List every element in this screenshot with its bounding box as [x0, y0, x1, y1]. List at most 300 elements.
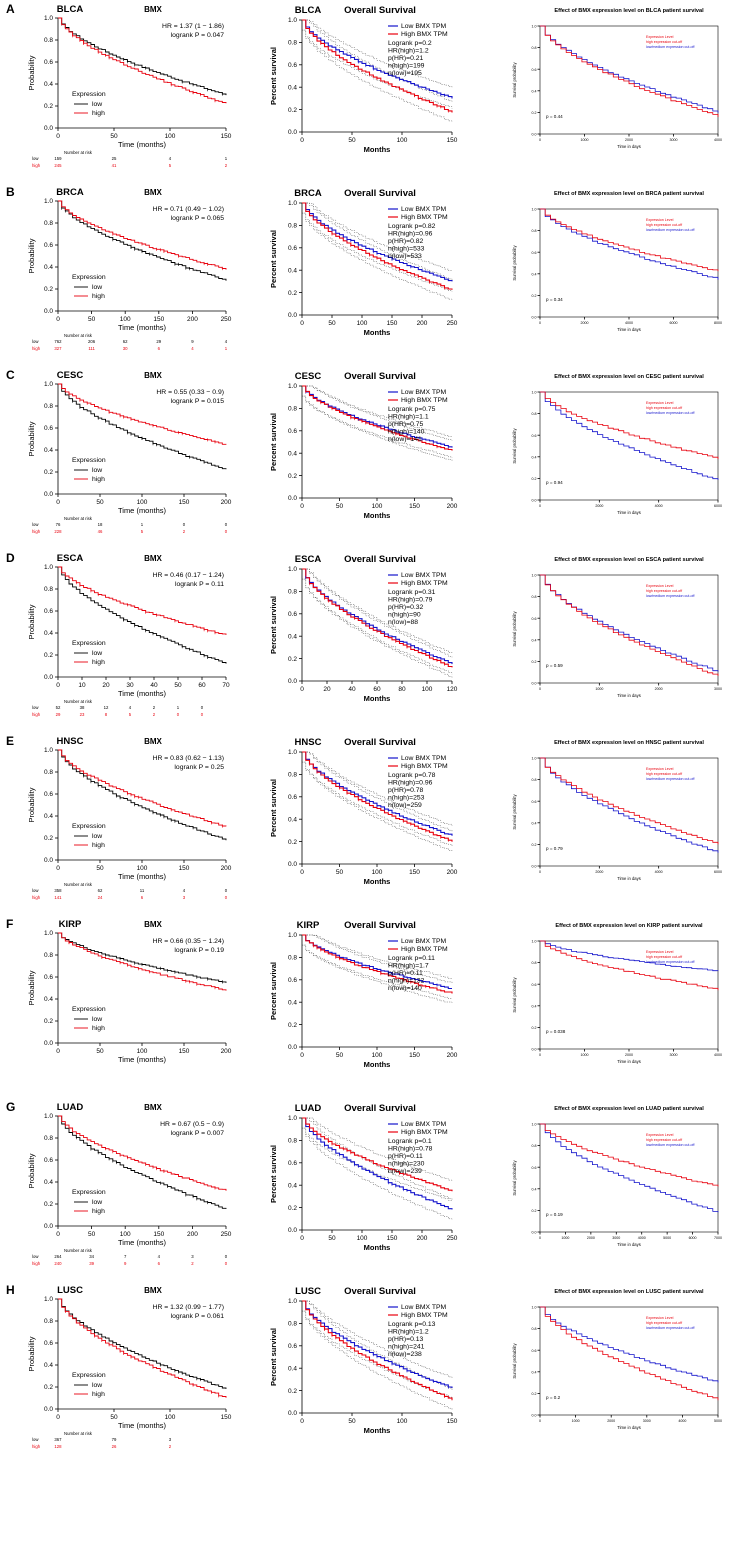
km-plotter-chart-blca: [24, 0, 254, 183]
svg-text:1.0: 1.0: [531, 1122, 537, 1127]
svg-text:Expression: Expression: [72, 91, 106, 98]
svg-text:100: 100: [136, 1048, 148, 1055]
svg-text:Survival probability: Survival probability: [512, 977, 517, 1013]
hpa-chart-lusc: [500, 1281, 745, 1464]
svg-text:20: 20: [102, 682, 110, 689]
svg-text:0.8: 0.8: [287, 1320, 297, 1328]
svg-text:1.0: 1.0: [531, 1305, 537, 1310]
gene-label: BMX: [144, 554, 162, 563]
svg-text:low/medium expression cut-off: low/medium expression cut-off: [646, 777, 695, 781]
svg-text:0.2: 0.2: [43, 469, 53, 477]
svg-text:2000: 2000: [595, 504, 604, 508]
svg-text:Probability: Probability: [27, 55, 36, 91]
svg-text:Time in days: Time in days: [617, 693, 641, 698]
svg-text:4: 4: [128, 705, 132, 710]
svg-text:0.6: 0.6: [531, 433, 537, 438]
svg-text:0.4: 0.4: [531, 638, 537, 643]
svg-text:0.2: 0.2: [43, 1201, 53, 1209]
svg-text:100: 100: [119, 1231, 131, 1238]
svg-text:high: high: [32, 346, 41, 351]
svg-text:0.0: 0.0: [287, 1044, 297, 1052]
svg-text:0: 0: [224, 1254, 228, 1259]
svg-text:0.4: 0.4: [43, 264, 53, 272]
svg-text:250: 250: [220, 1231, 232, 1238]
svg-text:Expression: Expression: [72, 457, 106, 464]
svg-text:0.6: 0.6: [287, 62, 297, 69]
gene-label: BMX: [144, 1286, 162, 1295]
svg-text:Effect of BMX expression level: Effect of BMX expression level on LUSC patient survival: [554, 1289, 704, 1295]
svg-text:0.6: 0.6: [43, 425, 53, 433]
svg-text:high: high: [92, 842, 105, 849]
svg-text:1.0: 1.0: [531, 573, 537, 578]
km-title: CESC: [56, 370, 84, 381]
svg-text:high expression cut-off: high expression cut-off: [646, 223, 683, 227]
panel-letter: D: [6, 551, 15, 565]
svg-text:Months: Months: [363, 1243, 391, 1252]
svg-text:Expression: Expression: [72, 640, 106, 647]
svg-text:high expression cut-off: high expression cut-off: [646, 40, 683, 44]
svg-text:0.2: 0.2: [531, 1392, 537, 1396]
svg-text:0: 0: [300, 869, 304, 876]
svg-text:Expression: Expression: [72, 823, 106, 830]
panel-kirp: [0, 915, 750, 1098]
svg-text:0: 0: [224, 1261, 228, 1266]
svg-text:high: high: [92, 659, 105, 666]
svg-text:high: high: [92, 1025, 105, 1032]
svg-text:Number at risk: Number at risk: [64, 333, 92, 338]
panel-blca: [0, 0, 750, 183]
svg-text:0.6: 0.6: [531, 1348, 537, 1353]
svg-text:762: 762: [54, 339, 62, 344]
svg-text:0.2: 0.2: [531, 1209, 537, 1213]
svg-text:0.6: 0.6: [287, 245, 297, 252]
svg-text:HR(high)=0.79: HR(high)=0.79: [388, 596, 433, 604]
svg-text:4000: 4000: [654, 870, 663, 874]
svg-text:9: 9: [191, 339, 194, 344]
hr-text: HR = 1.37 (1 − 1.86): [162, 23, 224, 30]
svg-text:4000: 4000: [625, 321, 633, 325]
svg-text:0.4: 0.4: [531, 1004, 537, 1009]
svg-text:3000: 3000: [714, 687, 722, 691]
svg-text:0.0: 0.0: [531, 681, 537, 686]
svg-text:0.0: 0.0: [287, 678, 297, 686]
svg-text:0.4: 0.4: [531, 455, 537, 460]
svg-text:0.4: 0.4: [531, 89, 537, 94]
svg-text:Low BMX TPM: Low BMX TPM: [401, 389, 447, 396]
svg-text:358: 358: [54, 888, 62, 893]
svg-text:0.0: 0.0: [531, 315, 537, 320]
logrank-text: logrank P = 0.007: [170, 1130, 224, 1137]
svg-text:0.4: 0.4: [531, 821, 537, 826]
svg-text:0: 0: [300, 686, 304, 693]
svg-text:Months: Months: [363, 145, 391, 154]
svg-text:low: low: [32, 522, 39, 527]
svg-text:0.6: 0.6: [287, 794, 297, 801]
svg-text:0.8: 0.8: [531, 46, 537, 51]
svg-text:3000: 3000: [642, 1419, 651, 1423]
svg-text:100: 100: [136, 865, 148, 872]
svg-text:high expression cut-off: high expression cut-off: [646, 1321, 683, 1325]
svg-text:0.2: 0.2: [531, 843, 537, 847]
gene-label: BMX: [144, 920, 162, 929]
svg-text:high: high: [32, 529, 41, 534]
svg-text:0.2: 0.2: [531, 111, 537, 115]
svg-text:n(low)=259: n(low)=259: [388, 802, 422, 809]
svg-text:0.2: 0.2: [287, 1021, 297, 1029]
svg-text:50: 50: [348, 137, 356, 144]
svg-text:Number at risk: Number at risk: [64, 882, 92, 887]
gene-label: BMX: [144, 5, 162, 14]
svg-text:Time (months): Time (months): [117, 506, 167, 515]
svg-text:30: 30: [122, 346, 128, 351]
svg-text:0.8: 0.8: [531, 229, 537, 234]
svg-text:40: 40: [348, 686, 356, 693]
panel-esca: [0, 549, 750, 732]
svg-text:p(HR)=0.32: p(HR)=0.32: [388, 604, 424, 611]
panel-hnsc: [0, 732, 750, 915]
svg-text:100: 100: [396, 1418, 408, 1425]
svg-text:4000: 4000: [637, 1236, 646, 1240]
svg-text:3000: 3000: [612, 1236, 621, 1240]
svg-text:200: 200: [446, 1052, 458, 1059]
km-title: BRCA: [56, 187, 84, 198]
svg-text:0.8: 0.8: [43, 220, 53, 228]
svg-text:7000: 7000: [714, 1236, 722, 1240]
svg-text:100: 100: [356, 1235, 368, 1242]
hpa-chart-luad: [500, 1098, 745, 1281]
svg-text:100: 100: [164, 133, 176, 140]
hpa-chart-cesc: [500, 366, 745, 549]
svg-text:5: 5: [140, 529, 144, 534]
svg-text:Low BMX TPM: Low BMX TPM: [401, 1304, 447, 1311]
svg-text:1.0: 1.0: [43, 747, 53, 755]
km-plotter-chart-hnsc: [24, 732, 254, 915]
svg-text:100: 100: [371, 503, 383, 510]
svg-text:ESCA: ESCA: [294, 554, 322, 565]
hpa-chart-hnsc: [500, 732, 745, 915]
svg-text:120: 120: [446, 686, 458, 693]
svg-text:Overall Survival: Overall Survival: [344, 188, 416, 199]
svg-text:0.0: 0.0: [531, 132, 537, 137]
svg-text:low: low: [92, 1199, 103, 1206]
svg-text:1000: 1000: [561, 1236, 570, 1240]
svg-text:high expression cut-off: high expression cut-off: [646, 955, 683, 959]
svg-text:100: 100: [396, 137, 408, 144]
svg-text:50: 50: [328, 1235, 336, 1242]
svg-text:Expression: Expression: [72, 1189, 106, 1196]
svg-text:18: 18: [97, 522, 103, 527]
svg-text:1.0: 1.0: [43, 930, 53, 938]
svg-text:Probability: Probability: [27, 1336, 36, 1372]
svg-text:high expression cut-off: high expression cut-off: [646, 589, 683, 593]
svg-text:0.6: 0.6: [531, 1165, 537, 1170]
svg-text:60: 60: [373, 686, 381, 693]
svg-text:0.4: 0.4: [287, 999, 297, 1007]
svg-text:2000: 2000: [654, 687, 663, 691]
svg-text:2: 2: [182, 529, 186, 534]
svg-text:200: 200: [446, 869, 458, 876]
svg-text:0.8: 0.8: [287, 588, 297, 596]
svg-text:Low BMX TPM: Low BMX TPM: [401, 1121, 447, 1128]
svg-text:low: low: [92, 467, 103, 474]
svg-text:0.4: 0.4: [43, 81, 53, 89]
svg-text:Percent survival: Percent survival: [269, 230, 278, 288]
svg-text:200: 200: [416, 1235, 428, 1242]
svg-text:0.0: 0.0: [43, 857, 53, 865]
svg-text:high: high: [92, 110, 105, 117]
svg-text:BLCA: BLCA: [294, 5, 322, 16]
svg-text:0: 0: [300, 1418, 304, 1425]
logrank-text: logrank P = 0.061: [170, 1313, 224, 1320]
svg-text:0: 0: [300, 1235, 304, 1242]
svg-text:159: 159: [54, 156, 62, 161]
svg-text:low/medium expression cut-off: low/medium expression cut-off: [646, 594, 695, 598]
svg-text:Overall Survival: Overall Survival: [344, 371, 416, 382]
svg-text:1: 1: [224, 156, 228, 161]
svg-text:3: 3: [168, 1437, 172, 1442]
svg-text:150: 150: [153, 1231, 165, 1238]
svg-text:Low BMX TPM: Low BMX TPM: [401, 23, 447, 30]
svg-text:n(high)=140: n(high)=140: [388, 428, 425, 436]
svg-text:6000: 6000: [688, 1236, 697, 1240]
svg-text:Survival probability: Survival probability: [512, 1160, 517, 1196]
svg-text:Expression: Expression: [72, 1006, 106, 1013]
svg-text:60: 60: [198, 682, 206, 689]
svg-text:52: 52: [55, 705, 61, 710]
svg-text:High BMX TPM: High BMX TPM: [401, 763, 448, 770]
svg-text:0.0: 0.0: [43, 125, 53, 133]
svg-text:150: 150: [220, 133, 232, 140]
svg-text:Months: Months: [363, 1060, 391, 1069]
svg-text:0.0: 0.0: [43, 491, 53, 499]
svg-text:0.8: 0.8: [531, 961, 537, 966]
svg-text:34: 34: [89, 1254, 94, 1259]
svg-text:29: 29: [55, 712, 61, 717]
svg-text:n(high)=241: n(high)=241: [388, 1343, 425, 1351]
svg-text:0.8: 0.8: [531, 1144, 537, 1149]
svg-text:Time (months): Time (months): [117, 1055, 167, 1064]
svg-text:10: 10: [78, 682, 86, 689]
svg-text:141: 141: [54, 895, 62, 900]
svg-text:Percent survival: Percent survival: [269, 413, 278, 471]
svg-text:0.2: 0.2: [43, 835, 53, 843]
svg-text:HR(high)=0.78: HR(high)=0.78: [388, 1145, 433, 1153]
svg-text:0: 0: [56, 1231, 60, 1238]
svg-text:high: high: [92, 476, 105, 483]
svg-text:0: 0: [539, 870, 541, 874]
svg-text:0.2: 0.2: [287, 655, 297, 663]
svg-text:50: 50: [174, 682, 182, 689]
svg-text:9: 9: [124, 1261, 127, 1266]
svg-text:1.0: 1.0: [287, 17, 297, 25]
panel-lusc: [0, 1281, 750, 1464]
svg-text:Probability: Probability: [27, 238, 36, 274]
svg-text:2000: 2000: [625, 1053, 633, 1057]
svg-text:Number at risk: Number at risk: [64, 150, 92, 155]
svg-text:HR(high)=0.96: HR(high)=0.96: [388, 230, 433, 238]
svg-text:3: 3: [182, 895, 186, 900]
svg-text:0.4: 0.4: [287, 1365, 297, 1373]
svg-text:0: 0: [56, 133, 60, 140]
svg-text:low/medium expression cut-off: low/medium expression cut-off: [646, 960, 695, 964]
svg-text:1.0: 1.0: [43, 1113, 53, 1121]
svg-text:228: 228: [54, 529, 62, 534]
svg-text:High BMX TPM: High BMX TPM: [401, 1129, 448, 1136]
svg-text:HNSC: HNSC: [294, 737, 322, 748]
svg-text:50: 50: [87, 316, 96, 323]
svg-text:0.0: 0.0: [531, 1413, 537, 1418]
svg-text:KIRP: KIRP: [296, 920, 320, 931]
svg-text:39: 39: [89, 1261, 94, 1266]
svg-text:100: 100: [119, 316, 131, 323]
svg-text:0: 0: [56, 316, 60, 323]
svg-text:150: 150: [178, 865, 190, 872]
svg-text:11: 11: [139, 888, 145, 893]
svg-text:Probability: Probability: [27, 1153, 36, 1189]
svg-text:0.0: 0.0: [287, 861, 297, 869]
svg-text:0.4: 0.4: [43, 813, 53, 821]
svg-text:250: 250: [446, 320, 458, 327]
svg-text:0: 0: [539, 138, 541, 142]
svg-text:Logrank p=0.1: Logrank p=0.1: [388, 1138, 432, 1145]
svg-text:Logrank p=0.78: Logrank p=0.78: [388, 772, 436, 779]
svg-text:62: 62: [97, 888, 103, 893]
svg-text:Overall Survival: Overall Survival: [344, 5, 416, 16]
logrank-text: logrank P = 0.19: [174, 947, 224, 954]
svg-text:high expression cut-off: high expression cut-off: [646, 772, 683, 776]
svg-text:111: 111: [88, 346, 95, 351]
svg-text:Time in days: Time in days: [617, 1425, 641, 1430]
svg-text:high: high: [32, 163, 41, 168]
svg-text:150: 150: [178, 499, 190, 506]
svg-text:1.0: 1.0: [531, 756, 537, 761]
svg-text:HR(high)=1.7: HR(high)=1.7: [388, 962, 429, 970]
km-plotter-chart-esca: [24, 549, 254, 732]
svg-text:High BMX TPM: High BMX TPM: [401, 397, 448, 404]
svg-text:1.0: 1.0: [287, 749, 297, 757]
svg-text:150: 150: [446, 137, 458, 144]
svg-text:high expression cut-off: high expression cut-off: [646, 406, 683, 410]
svg-text:0: 0: [539, 687, 541, 691]
svg-text:Survival probability: Survival probability: [512, 428, 517, 464]
svg-text:0.8: 0.8: [287, 954, 297, 962]
svg-text:n(low)=239: n(low)=239: [388, 1168, 422, 1175]
svg-text:0.0: 0.0: [43, 674, 53, 682]
svg-text:0.6: 0.6: [43, 1340, 53, 1348]
svg-text:0: 0: [224, 895, 228, 900]
svg-text:100: 100: [356, 320, 368, 327]
svg-text:Expression Level: Expression Level: [646, 401, 674, 405]
svg-text:Expression Level: Expression Level: [646, 35, 674, 39]
svg-text:p = 0.44: p = 0.44: [546, 114, 563, 119]
svg-text:Logrank p=0.2: Logrank p=0.2: [388, 40, 432, 47]
svg-text:0.4: 0.4: [287, 84, 297, 92]
svg-text:12: 12: [103, 705, 109, 710]
svg-text:0: 0: [539, 321, 541, 325]
svg-text:n(high)=199: n(high)=199: [388, 62, 425, 70]
svg-text:0.2: 0.2: [531, 477, 537, 481]
svg-text:1000: 1000: [580, 138, 589, 142]
svg-text:1: 1: [140, 522, 144, 527]
km-plotter-chart-brca: [24, 183, 254, 366]
svg-text:Low BMX TPM: Low BMX TPM: [401, 572, 447, 579]
svg-text:2: 2: [168, 1444, 172, 1449]
svg-text:1.0: 1.0: [531, 939, 537, 944]
svg-text:0.6: 0.6: [531, 250, 537, 255]
svg-text:6: 6: [140, 895, 144, 900]
svg-text:0.2: 0.2: [531, 1026, 537, 1030]
svg-text:0.4: 0.4: [287, 1182, 297, 1190]
svg-text:0.4: 0.4: [287, 450, 297, 458]
svg-text:100: 100: [164, 1414, 176, 1421]
svg-text:p = 0.19: p = 0.19: [546, 1212, 563, 1217]
svg-text:250: 250: [446, 1235, 458, 1242]
svg-text:0: 0: [56, 865, 60, 872]
svg-text:0.6: 0.6: [287, 611, 297, 618]
svg-text:high: high: [92, 1208, 105, 1215]
svg-text:low/medium expression cut-off: low/medium expression cut-off: [646, 45, 695, 49]
svg-text:low/medium expression cut-off: low/medium expression cut-off: [646, 1143, 695, 1147]
svg-text:0.0: 0.0: [287, 129, 297, 137]
svg-text:0.8: 0.8: [43, 586, 53, 594]
svg-text:Probability: Probability: [27, 604, 36, 640]
svg-text:128: 128: [54, 1444, 62, 1449]
km-title: BLCA: [56, 4, 84, 15]
svg-text:6000: 6000: [714, 504, 722, 508]
svg-text:5: 5: [128, 712, 132, 717]
svg-text:50: 50: [335, 1052, 344, 1059]
hpa-chart-kirp: [500, 915, 745, 1098]
svg-text:150: 150: [220, 1414, 232, 1421]
svg-text:4000: 4000: [714, 138, 722, 142]
svg-text:150: 150: [386, 1235, 398, 1242]
gepia-chart-luad: [262, 1098, 492, 1281]
svg-text:38: 38: [79, 705, 85, 710]
svg-text:0: 0: [182, 522, 186, 527]
svg-text:low: low: [92, 1016, 103, 1023]
svg-text:0.2: 0.2: [43, 103, 53, 111]
svg-text:0.8: 0.8: [531, 1327, 537, 1332]
svg-text:1.0: 1.0: [287, 932, 297, 940]
svg-text:0.0: 0.0: [43, 1223, 53, 1231]
panel-letter: B: [6, 185, 15, 199]
svg-text:0.0: 0.0: [531, 498, 537, 503]
svg-text:0.2: 0.2: [287, 838, 297, 846]
km-title: LUAD: [56, 1102, 84, 1113]
svg-text:Percent survival: Percent survival: [269, 779, 278, 837]
svg-text:p = 0.94: p = 0.94: [546, 480, 563, 485]
km-plotter-chart-luad: [24, 1098, 254, 1281]
svg-text:0.2: 0.2: [531, 294, 537, 298]
svg-text:1.0: 1.0: [531, 390, 537, 395]
svg-text:0.0: 0.0: [287, 495, 297, 503]
svg-text:Expression Level: Expression Level: [646, 218, 674, 222]
svg-text:0.2: 0.2: [43, 286, 53, 294]
svg-text:low: low: [92, 101, 103, 108]
svg-text:0.8: 0.8: [531, 412, 537, 417]
svg-text:low: low: [92, 650, 103, 657]
svg-text:Expression Level: Expression Level: [646, 1133, 674, 1137]
svg-text:Overall Survival: Overall Survival: [344, 1286, 416, 1297]
svg-text:Time (months): Time (months): [117, 1238, 167, 1247]
svg-text:50: 50: [110, 1414, 118, 1421]
svg-text:Number at risk: Number at risk: [64, 1248, 92, 1253]
svg-text:0: 0: [56, 1414, 60, 1421]
svg-text:0: 0: [224, 522, 228, 527]
hr-text: HR = 0.83 (0.62 − 1.13): [152, 755, 224, 762]
svg-text:70: 70: [222, 682, 230, 689]
svg-text:Percent survival: Percent survival: [269, 1328, 278, 1386]
